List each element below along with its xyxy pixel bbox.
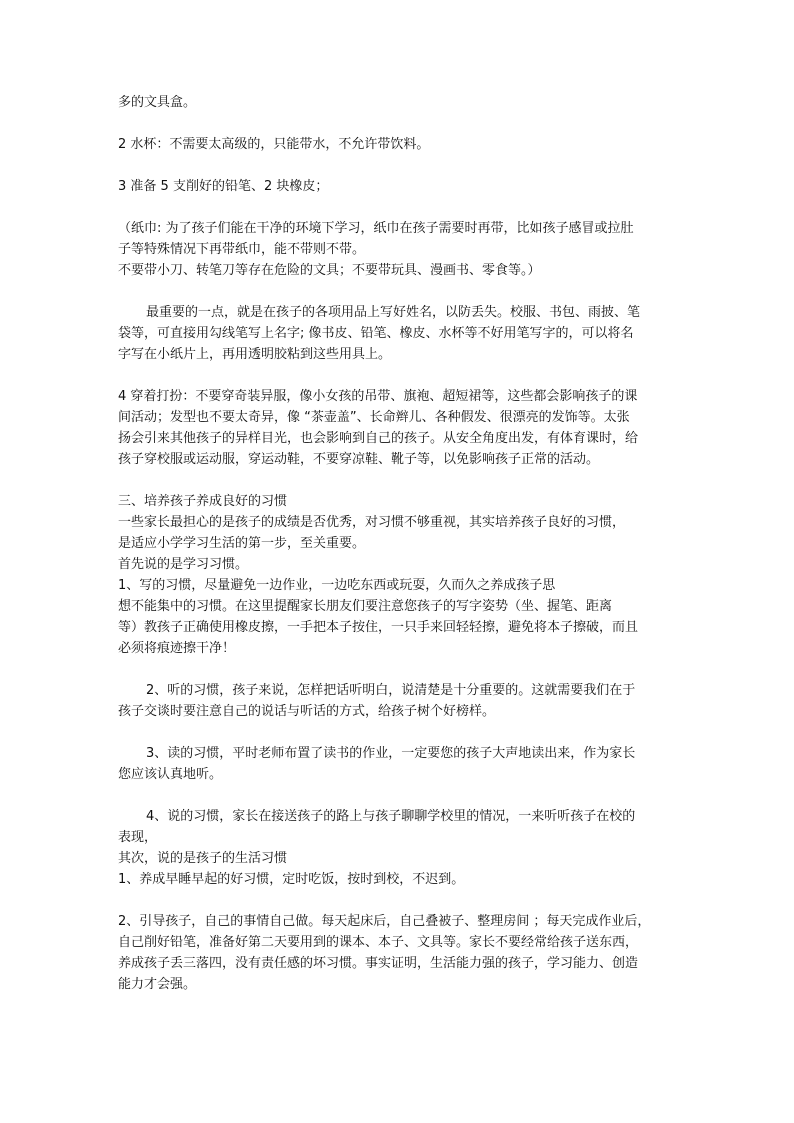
text-line: 养成孩子丢三落四，没有责任感的坏习惯。事实证明，生活能力强的孩子，学习能力、创造 (118, 956, 639, 971)
block-8 (118, 743, 680, 785)
text-line: 等）教孩子正确使用橡皮擦，一手把本子按住，一只手来回轻轻擦，避免将本子擦破，而且 (118, 620, 639, 635)
paragraph-gap (118, 113, 680, 134)
block-3 (118, 218, 680, 281)
text-line: 最重要的一点，就是在孩子的各项用品上写好姓名，以防丢失。校服、书包、雨披、笔 (146, 305, 641, 320)
text-line: 一些家长最担心的是孩子的成绩是否优秀，对习惯不够重视，其实培养孩子良好的习惯， (118, 515, 626, 530)
text-line: 能力才会强。 (118, 977, 197, 992)
text-line: 3、读的习惯，平时老师布置了读书的作业，一定要您的孩子大声地读出来，作为家长 (146, 746, 636, 761)
document-page (118, 92, 680, 995)
block-5 (118, 386, 680, 470)
text-line: 2 水杯：不需要太高级的，只能带水，不允许带饮料。 (118, 137, 430, 152)
text-line: 孩子交谈时要注意自己的说话与听话的方式，给孩子树个好榜样。 (118, 704, 496, 719)
paragraph-gap (118, 722, 680, 743)
text-line: 必须将痕迹擦干净！ (118, 641, 236, 656)
text-line: 2、引导孩子，自己的事情自己做。每天起床后，自己叠被子、整理房间 ；每天完成作业后， (118, 914, 651, 929)
block-11 (118, 911, 680, 995)
text-line: 4、说的习惯，家长在接送孩子的路上与孩子聊聊学校里的情况，一来听听孩子在校的 (146, 809, 636, 824)
block-9 (118, 806, 680, 848)
paragraph-gap (118, 155, 680, 176)
text-line: 1、养成早睡早起的好习惯，定时吃饭，按时到校，不迟到。 (118, 872, 465, 887)
text-line: 袋等，可直接用勾线笔写上名字; 像书皮、铅笔、橡皮、水杯等不好用笔写字的，可以将名 (118, 326, 634, 341)
paragraph-gap (118, 890, 680, 911)
text-line: 您应该认真地听。 (118, 767, 223, 782)
paragraph-gap (118, 281, 680, 302)
block-2 (118, 176, 680, 197)
block-1 (118, 134, 680, 155)
text-line: 是适应小学学习生活的第一步，至关重要。 (118, 536, 366, 551)
text-line: 孩子穿校服或运动服，穿运动鞋，不要穿凉鞋、靴子等，以免影响孩子正常的活动。 (118, 452, 600, 467)
text-line: 不要带小刀、转笔刀等存在危险的文具；不要带玩具、漫画书、零食等。） (118, 263, 541, 278)
block-0 (118, 92, 680, 113)
text-line: 表现， (118, 830, 158, 845)
text-line: 1、写的习惯，尽量避免一边作业，一边吃东西或玩耍，久而久之养成孩子思 (118, 578, 556, 593)
section-heading: 三、培养孩子养成良好的习惯 (118, 494, 288, 509)
block-6 (118, 491, 680, 659)
text-line: 想不能集中的习惯。在这里提醒家长朋友们要注意您孩子的写字姿势（坐、握笔、距离 (118, 599, 613, 614)
text-line: 自己削好铅笔，准备好第二天要用到的课本、本子、文具等。家长不要经常给孩子送东西， (118, 935, 639, 950)
paragraph-gap (118, 659, 680, 680)
paragraph-gap (118, 197, 680, 218)
text-line: 首先说的是学习习惯。 (118, 557, 249, 572)
text-line: 子等特殊情况下再带纸巾，能不带则不带。 (118, 242, 366, 257)
text-line: 4 穿着打扮：不要穿奇装异服，像小女孩的吊带、旗袍、超短裙等，这些都会影响孩子的课 (118, 389, 638, 404)
block-7 (118, 680, 680, 722)
text-line: 间活动；发型也不要太奇异，像 “茶壶盖”、长命辫儿、各种假发、很漂亮的发饰等。太张 (118, 410, 630, 425)
text-line: 其次，说的是孩子的生活习惯 (118, 851, 288, 866)
text-line: 多的文具盒。 (118, 95, 197, 110)
block-10 (118, 848, 680, 890)
text-line: 扬会引来其他孩子的异样目光，也会影响到自己的孩子。从安全角度出发，有体育课时，给 (118, 431, 639, 446)
paragraph-gap (118, 785, 680, 806)
paragraph-gap (118, 470, 680, 491)
paragraph-gap (118, 365, 680, 386)
text-line: 3 准备 5 支削好的铅笔、2 块橡皮； (118, 179, 329, 194)
block-4 (118, 302, 680, 365)
text-line: 字写在小纸片上，再用透明胶粘到这些用具上。 (118, 347, 392, 362)
text-line: 2、听的习惯，孩子来说，怎样把话听明白，说清楚是十分重要的。这就需要我们在于 (146, 683, 636, 698)
text-line: （纸巾: 为了孩子们能在干净的环境下学习，纸巾在孩子需要时再带，比如孩子感冒或拉肚 (118, 221, 634, 236)
